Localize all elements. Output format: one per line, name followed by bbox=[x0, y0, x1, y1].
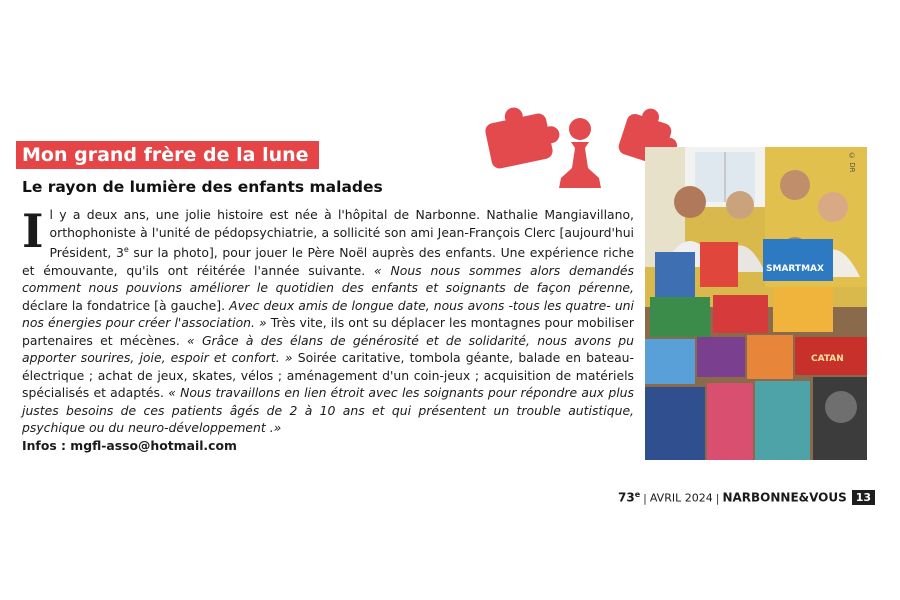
issue-number: 73 bbox=[618, 490, 635, 505]
body-text-segment: déclare la fondatrice [à gauche]. bbox=[22, 297, 230, 313]
article-headline: Mon grand frère de la lune bbox=[16, 141, 319, 169]
drop-cap: I bbox=[22, 204, 44, 258]
magazine-brand: NARBONNE&VOUS bbox=[722, 490, 847, 505]
puzzle-piece-icon bbox=[484, 112, 554, 170]
body-text-segment: Soirée caritative, tombola géante, balade en bateau-électrique ; achat de jeux, skates, vélos ; aménagement d'un coin-jeux ; acquisition de matériels spécialisés et adaptés. bbox=[22, 350, 634, 401]
article-photo bbox=[645, 147, 867, 460]
body-text-segment: l y a deux ans, une jolie histoire est née à l'hôpital de Narbonne. Nathalie Mangiavillano, orthophoniste à l'unité de pédopsychiatrie, a sollicité son ami Jean-François Clerc [aujourd'hui Président, 3 bbox=[49, 207, 634, 261]
quote-segment: « Grâce à des élans de générosité et de solidarité, nous avons pu apporter sourires, joie, espoir et confort. » bbox=[22, 332, 634, 366]
contact-info: Infos : mgfl-asso@hotmail.com bbox=[22, 437, 237, 453]
footer-separator: | bbox=[643, 491, 647, 505]
article-subheadline: Le rayon de lumière des enfants malades bbox=[22, 178, 383, 196]
body-text-segment: Très vite, ils ont su déplacer les montagnes pour mobiliser partenaires et mécènes. bbox=[22, 315, 634, 348]
photo-illustration bbox=[645, 147, 867, 460]
quote-segment: Avec deux amis de longue date, nous avons -tous les quatre- uni nos énergies pour créer l'association. » bbox=[22, 297, 634, 331]
article-body bbox=[22, 206, 634, 454]
page-footer bbox=[618, 486, 875, 504]
box-label: CATAN bbox=[811, 354, 844, 364]
issue-date: AVRIL 2024 bbox=[649, 491, 713, 505]
footer-separator: | bbox=[715, 491, 720, 505]
box-label: SMARTMAX bbox=[766, 264, 824, 274]
quote-segment: « Nous nous sommes alors demandés comment nous pouvions améliorer le quotidien des enfants et soignants de façon pérenne, bbox=[22, 262, 634, 296]
page-number: 13 bbox=[852, 490, 875, 505]
photo-credit: © DR bbox=[848, 152, 856, 173]
body-text-segment: sur la photo], pour jouer le Père Noël auprès des enfants. Une expérience riche et émouvante, qu'ils ont réitérée l'année suivante. bbox=[22, 245, 634, 278]
quote-segment: « Nous travaillons en lien étroit avec les soignants pour répondre aux plus justes besoins de ces patients âgés de 2 à 10 ans et qui présentent un trouble autistique, psychique ou du neuro-développement .» bbox=[22, 385, 634, 436]
chess-pawn-icon bbox=[551, 116, 609, 191]
superscript: e bbox=[123, 245, 129, 254]
issue-suffix: e bbox=[634, 490, 641, 499]
